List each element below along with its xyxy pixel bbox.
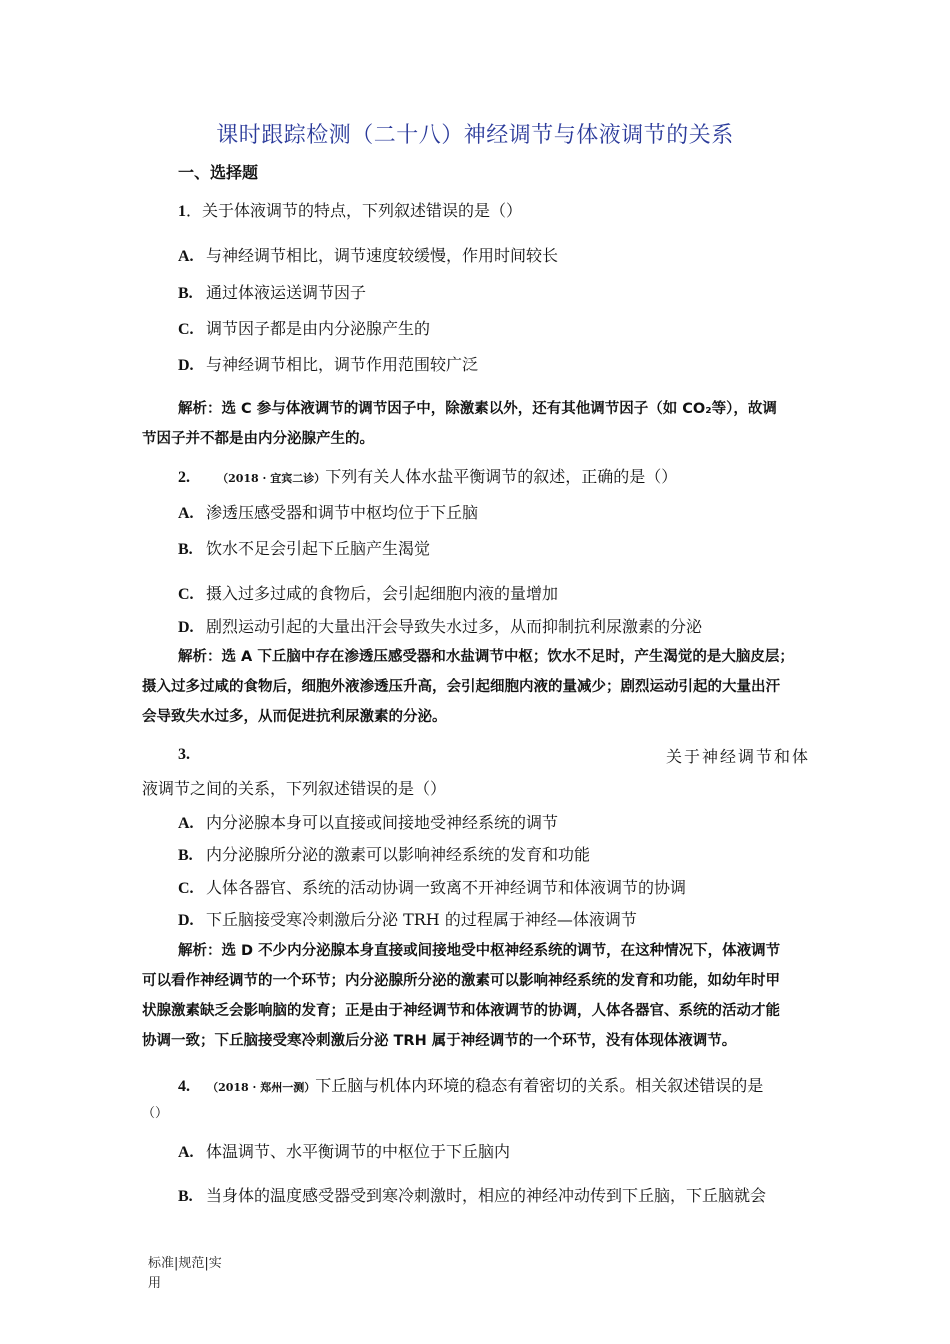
option-b — [178, 536, 430, 559]
option-b — [178, 842, 590, 865]
option-a — [178, 810, 558, 833]
option-label: A. — [178, 248, 194, 265]
option-label: C. — [178, 321, 194, 338]
option-text: 剧烈运动引起的大量出汗会导致失水过多，从而抑制抗利尿激素的分泌 — [206, 617, 703, 636]
option-text: 饮水不足会引起下丘脑产生渴觉 — [206, 539, 431, 558]
question-number: 4. — [178, 1078, 190, 1095]
analysis-text: 选 C 参与体液调节的调节因子中，除激素以外，还有其他调节因子（如 CO₂等），故调 — [221, 401, 777, 417]
option-label: D. — [178, 357, 194, 374]
option-a — [178, 243, 558, 266]
option-label: B. — [178, 847, 193, 864]
footer-line: 用 — [148, 1276, 162, 1291]
analysis-label: 解析： — [178, 401, 222, 417]
option-text: 人体各器官、系统的活动协调一致离不开神经调节和体液调节的协调 — [206, 878, 687, 897]
section-heading: 一、选择题 — [178, 163, 259, 182]
option-d — [178, 907, 637, 930]
option-text: 调节因子都是由内分泌腺产生的 — [206, 319, 431, 338]
question-4-stem-cont: （） — [142, 1106, 169, 1121]
analysis-line: 解析：选 D 不少内分泌腺本身直接或间接地受中枢神经系统的调节，在这种情况下，体液调节 — [178, 943, 781, 959]
option-label: B. — [178, 1188, 193, 1205]
analysis-line — [142, 394, 812, 424]
analysis-line: 状腺激素缺乏会影响脑的发育；正是由于神经调节和体液调节的协调，人体各器官、系统的活动才能 — [142, 1003, 780, 1019]
question-number: 2. — [178, 469, 190, 486]
option-label: C. — [178, 586, 194, 603]
option-label: A. — [178, 815, 194, 832]
option-text: 当身体的温度感受器受到寒冷刺激时，相应的神经冲动传到下丘脑，下丘脑就会 — [206, 1186, 767, 1205]
question-source: （2018 · 郑州一测） — [207, 1081, 316, 1094]
option-text: 与神经调节相比，调节作用范围较广泛 — [206, 355, 479, 374]
question-stem: 下列有关人体水盐平衡调节的叙述，正确的是（） — [325, 467, 678, 486]
option-c — [178, 875, 686, 898]
question-4 — [178, 1073, 763, 1096]
option-label: A. — [178, 505, 194, 522]
option-c — [178, 581, 558, 604]
footer-note — [148, 1254, 222, 1294]
question-punct: ． — [186, 201, 203, 220]
option-label: A. — [178, 1144, 194, 1161]
question-2 — [178, 464, 677, 487]
option-text: 摄入过多过咸的食物后，会引起细胞内液的量增加 — [206, 584, 559, 603]
analysis-line: 可以看作神经调节的一个环节；内分泌腺所分泌的激素可以影响神经系统的发育和功能，如幼年时甲 — [142, 973, 780, 989]
question-stem: 关于体液调节的特点，下列叙述错误的是（） — [202, 201, 523, 220]
question-number: 1 — [178, 203, 186, 220]
option-d — [178, 352, 478, 375]
analysis-1 — [142, 394, 812, 454]
question-number: 3. — [178, 746, 190, 763]
option-b — [178, 1183, 766, 1206]
option-a — [178, 500, 478, 523]
option-text: 通过体液运送调节因子 — [206, 283, 367, 302]
analysis-line: 协调一致；下丘脑接受寒冷刺激后分泌 TRH 属于神经调节的一个环节，没有体现体液调节。 — [142, 1033, 737, 1049]
option-text: 与神经调节相比，调节速度较缓慢，作用时间较长 — [206, 246, 559, 265]
option-text: 渗透压感受器和调节中枢均位于下丘脑 — [206, 503, 479, 522]
analysis-2 — [142, 642, 812, 732]
option-text: 内分泌腺所分泌的激素可以影响神经系统的发育和功能 — [206, 845, 591, 864]
question-stem: 下丘脑与机体内环境的稳态有着密切的关系。相关叙述错误的是 — [315, 1076, 764, 1095]
analysis-line: 会导致失水过多，从而促进抗利尿激素的分泌。 — [142, 709, 447, 725]
option-text: 体温调节、水平衡调节的中枢位于下丘脑内 — [206, 1142, 511, 1161]
option-text: 内分泌腺本身可以直接或间接地受神经系统的调节 — [206, 813, 559, 832]
footer-line: 标准|规范|实 — [148, 1256, 222, 1271]
question-source: （2018 · 宜宾二诊） — [217, 472, 326, 485]
option-b — [178, 280, 366, 303]
analysis-line: 节因子并不都是由内分泌腺产生的。 — [142, 431, 374, 447]
page-title: 课时跟踪检测（二十八）神经调节与体液调节的关系 — [216, 123, 734, 148]
question-3-number — [178, 744, 190, 764]
option-label: B. — [178, 541, 193, 558]
analysis-line: 解析：选 A 下丘脑中存在渗透压感受器和水盐调节中枢；饮水不足时，产生渴觉的是大脑皮层； — [178, 649, 794, 665]
analysis-3 — [142, 936, 812, 1056]
question-3-stem-cont: 液调节之间的关系，下列叙述错误的是（） — [142, 779, 447, 798]
option-label: D. — [178, 912, 194, 929]
option-text: 下丘脑接受寒冷刺激后分泌 TRH 的过程属于神经—体液调节 — [206, 910, 637, 929]
option-label: C. — [178, 880, 194, 897]
option-c — [178, 316, 430, 339]
option-label: B. — [178, 285, 193, 302]
analysis-line: 摄入过多过咸的食物后，细胞外液渗透压升高，会引起细胞内液的量减少；剧烈运动引起的大量出汗 — [142, 679, 780, 695]
option-a — [178, 1139, 510, 1162]
question-3-stem-start: 关于神经调节和体 — [665, 747, 810, 766]
question-1 — [178, 198, 522, 221]
option-label: D. — [178, 619, 194, 636]
option-d — [178, 614, 702, 637]
